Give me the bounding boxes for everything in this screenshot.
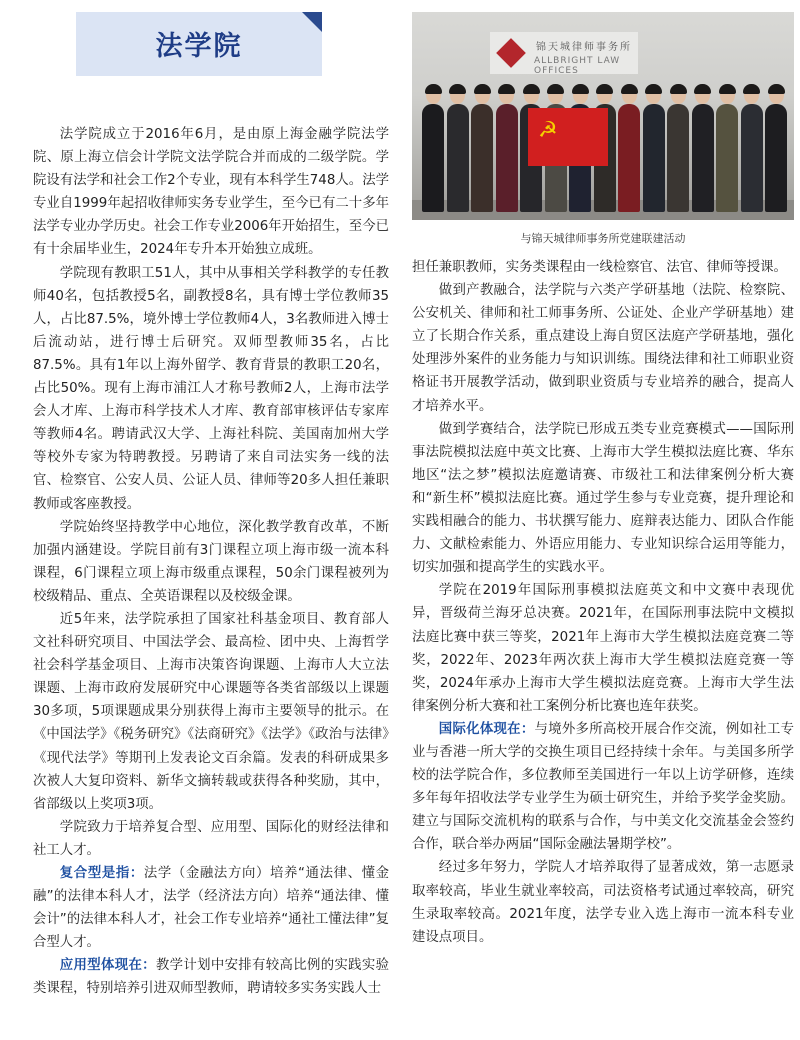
highlight-label: 应用型体现在： [59, 958, 156, 974]
paragraph [412, 718, 794, 857]
person-figure [618, 104, 640, 212]
sign-cn-text: 锦天城律师事务所 [536, 42, 632, 53]
paragraph: 担任兼职教师，实务类课程由一线检察官、法官、律师等授课。 [412, 260, 787, 275]
paragraph: 近5年来，法学院承担了国家社科基金项目、教育部人文社科研究项目、中国法学会、最高检、团中央、上海哲学社会科学基金项目、上海市决策咨询课题、上海市人大立法课题、上海市政府发展研究中心课题等各类省部级以上课题30多项，5项课题成果分别获得上海市主要领导的批示。在《中国法学》《税务研究》《法商研究》《法学》《政治与法律》《现代法学》等期刊上发表论文百余篇。发表的科研成果多次被人大复印资料、新华文摘转载或获得各种奖励，其中，省部级以上奖项3项。 [33, 611, 389, 812]
person-hair [523, 84, 540, 94]
page-title: 法学院 [155, 31, 243, 62]
paragraph [33, 862, 389, 954]
person-hair [596, 84, 613, 94]
firm-logo [496, 38, 526, 68]
person-figure [471, 104, 493, 212]
group-photo [412, 12, 794, 220]
photo-caption: 与锦天城律师事务所党建联建活动 [520, 232, 686, 245]
paragraph: 学院现有教职工51人，其中从事相关学科教学的专任教师40名，包括教授5名，副教授8名，具有博士学位教师35人，占比87.5%，境外博士学位教师4人，3名教师进入博士后流动站，进行博士后研究。双师型教师35名，占比87.5%。具有1年以上海外留学、教育背景的教职工20名，占比50%。现有上海市浦江人才称号教师2人，上海市法学会人才库、上海市科学技术人才库、教育部审核评估专家库等教师4名。聘请武汉大学、上海社科院、美国南加州大学等校外专家为特聘教授。另聘请了来自司法实务一线的法官、检察官、公安人员、公证人员、律师等20多人担任兼职教师或客座教授。 [33, 265, 389, 512]
paragraph: 学院致力于培养复合型、应用型、国际化的财经法律和社工人才。 [33, 819, 389, 858]
person-figure [741, 104, 763, 212]
person-hair [768, 84, 785, 94]
highlight-label: 国际化体现在： [438, 721, 535, 737]
person-hair [645, 84, 662, 94]
paragraph-text: 法学（金融法方向）培养“通法律、懂金融”的法律本科人才，法学（经济法方向）培养“通法律、懂会计”的法律本科人才，社会工作专业培养“通社工懂法律”复合型人才。 [33, 866, 390, 951]
person-hair [694, 84, 711, 94]
paragraph-text: 与境外多所高校开展合作交流，例如社工专业与香港一所大学的交换生项目已经持续十余年。与美国多所学校的法学院合作，多位教师至美国进行一年以上访学研修，连续多年每年招收法学专业学生为硕士研究生，并给予奖学金奖励。建立与国际交流机构的联系与合作，与中美文化交流基金会签约合作，联合举办两届“国际金融法暑期学校”。 [412, 721, 795, 853]
right-column [412, 256, 794, 949]
person-figure [667, 104, 689, 212]
person-hair [670, 84, 687, 94]
person-figure [447, 104, 469, 212]
office-sign [490, 32, 638, 74]
person-figure [765, 104, 787, 212]
left-column [33, 123, 389, 1001]
highlight-label: 复合型是指： [59, 866, 144, 881]
person-hair [425, 84, 442, 94]
person-hair [474, 84, 491, 94]
person-hair [621, 84, 638, 94]
party-emblem-icon: ☭ [538, 118, 558, 143]
person-hair [449, 84, 466, 94]
person-figure [422, 104, 444, 212]
paragraph: 做到产教融合，法学院与六类产学研基地（法院、检察院、公安机关、律师和社工师事务所、公证处、企业产学研基地）建立了长期合作关系，重点建设上海自贸区法庭产学研基地，强化处理涉外案件的业务能力与知识训练。围绕法律和社工师职业资格证书开展教学活动，做到职业资质与专业培养的融合，提高人才培养水平。 [412, 283, 794, 414]
paragraph [33, 954, 389, 1000]
person-hair [572, 84, 589, 94]
paragraph: 学院始终坚持教学中心地位，深化教学教育改革，不断加强内涵建设。学院目前有3门课程立项上海市级一流本科课程，6门课程立项上海市级重点课程，50余门课程被列为校级精品、重点、全英语课程以及校级金课。 [33, 519, 389, 604]
party-flag [528, 108, 608, 166]
sign-en-text: ALLBRIGHT LAW OFFICES [534, 56, 621, 76]
paragraph: 学院在2019年国际刑事模拟法庭英文和中文赛中表现优异，晋级荷兰海牙总决赛。2021年，在国际刑事法院中文模拟法庭比赛中获三等奖，2021年上海市大学生模拟法庭竞赛二等奖，2022年、2023年两次获上海市大学生模拟法庭竞赛一等奖，2024年承办上海市大学生模拟法庭竞赛。上海市大学生法律案例分析大赛和社工案例分析比赛也连年获奖。 [412, 583, 794, 714]
person-figure [692, 104, 714, 212]
paragraph: 经过多年努力，学院人才培养取得了显著成效，第一志愿录取率较高，毕业生就业率较高，司法资格考试通过率较高，研究生录取率较高。2021年度，法学专业入选上海市一流本科专业建设点项目。 [412, 860, 794, 945]
person-hair [719, 84, 736, 94]
person-figure [716, 104, 738, 212]
person-hair [498, 84, 515, 94]
person-figure [496, 104, 518, 212]
person-hair [547, 84, 564, 94]
title-banner [76, 12, 322, 76]
person-hair [743, 84, 760, 94]
person-figure [643, 104, 665, 212]
paragraph-text: 教学计划中安排有较高比例的实践实验类课程，特别培养引进双师型教师，聘请较多实务实践人士 [33, 958, 390, 997]
paragraph: 做到学赛结合，法学院已形成五类专业竞赛模式——国际刑事法院模拟法庭中英文比赛、上海市大学生模拟法庭比赛、华东地区“法之梦”模拟法庭邀请赛、市级社工和法律案例分析大赛和“新生杯”模拟法庭比赛。通过学生参与专业竞赛，提升理论和实践相融合的能力、书状撰写能力、庭辩表达能力、团队合作能力、文献检索能力、外语应用能力、专业知识综合运用等能力，切实加强和提高学生的实践水平。 [412, 421, 794, 576]
paragraph: 法学院成立于2016年6月，是由原上海金融学院法学院、原上海立信会计学院文法学院合并而成的二级学院。学院设有法学和社会工作2个专业，现有本科学生748人。法学专业自1999年起招收律师实务专业学生，至今已有二十多年法学专业办学历史。社会工作专业2006年开始招生，至今已有十余届毕业生，2024年专升本开始独立成班。 [33, 127, 389, 258]
